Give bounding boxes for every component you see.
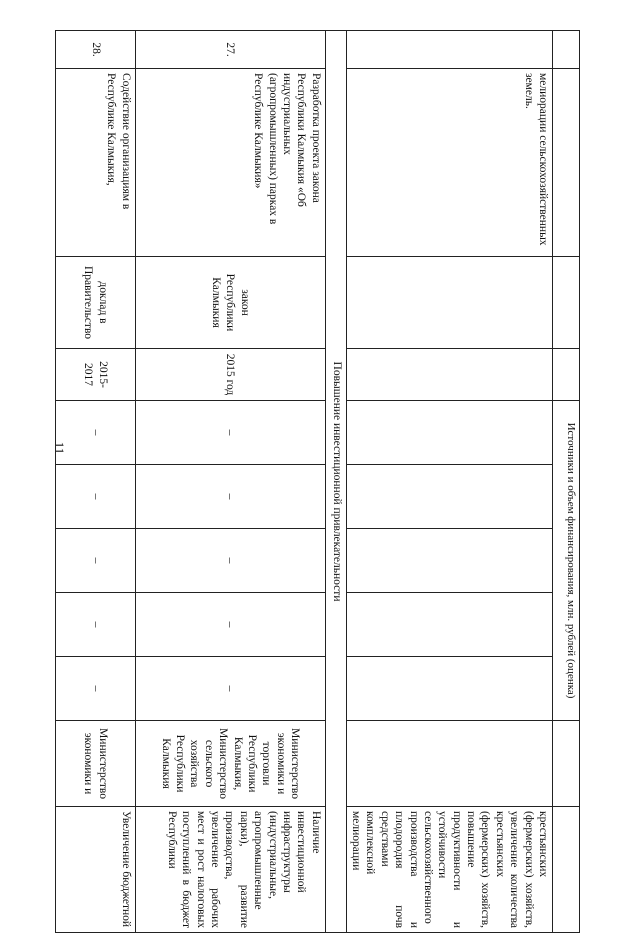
- fin-cell: –: [135, 529, 325, 593]
- executor-cell: Министерство экономики и торговли Республики Калмыкия, Министерство сельского хозяйства Республики Калмыкия: [135, 721, 325, 807]
- executor-cell: Министерство экономики и: [56, 721, 136, 807]
- form-cell: доклад в Правительство: [56, 257, 136, 349]
- financing-header: Источники и объем финансирования, млн. рублей (оценка): [553, 401, 580, 721]
- period-cell: 2015 год: [135, 349, 325, 401]
- table-row: [135, 31, 325, 933]
- fin-cell: –: [135, 657, 325, 721]
- period-cell: 2015-2017: [56, 349, 136, 401]
- measure-cell: мелиорации сельскохозяйственных земель.: [346, 69, 552, 257]
- result-cell: Увеличение бюджетной: [56, 807, 136, 933]
- measure-cell: Содействие организациям в Республике Калмыкия,: [56, 69, 136, 257]
- fin-cell: –: [56, 401, 136, 465]
- page-number: 11: [52, 441, 67, 455]
- fin-cell: –: [56, 529, 136, 593]
- table-row: [56, 31, 136, 933]
- rotated-table-wrapper: [55, 30, 580, 929]
- fin-cell: –: [56, 657, 136, 721]
- continuation-row: [346, 31, 552, 933]
- measure-cell: Разработка проекта закона Республики Калмыкия «Об индустриальных (агропромышленных) парках в Республике Калмыкия»: [135, 69, 325, 257]
- fin-cell: –: [56, 593, 136, 657]
- fin-cell: –: [135, 593, 325, 657]
- section-row: [325, 31, 346, 933]
- row-number: 27.: [135, 31, 325, 69]
- result-cell: крестьянских (фермерских) хозяйств, увеличение количества крестьянских (фермерских) хозяйств, повышение продуктивности и устойчивости сельскохозяйственного производства и плодородия почв средствами комплексной мелиорации: [346, 807, 552, 933]
- fin-cell: –: [135, 401, 325, 465]
- fin-cell: –: [135, 465, 325, 529]
- financing-header-row: [553, 31, 580, 933]
- form-cell: закон Республики Калмыкия: [135, 257, 325, 349]
- fin-cell: –: [56, 465, 136, 529]
- row-number: 28.: [56, 31, 136, 69]
- section-title: Повышение инвестиционной привлекательности: [325, 31, 346, 933]
- result-cell: Наличие инвестиционной инфраструктуры (индустриальные, агропромышленные парки), развитие производства, увеличение рабочих мест и рост налоговых поступлений в бюджет Республики: [135, 807, 325, 933]
- measures-table: [55, 30, 580, 933]
